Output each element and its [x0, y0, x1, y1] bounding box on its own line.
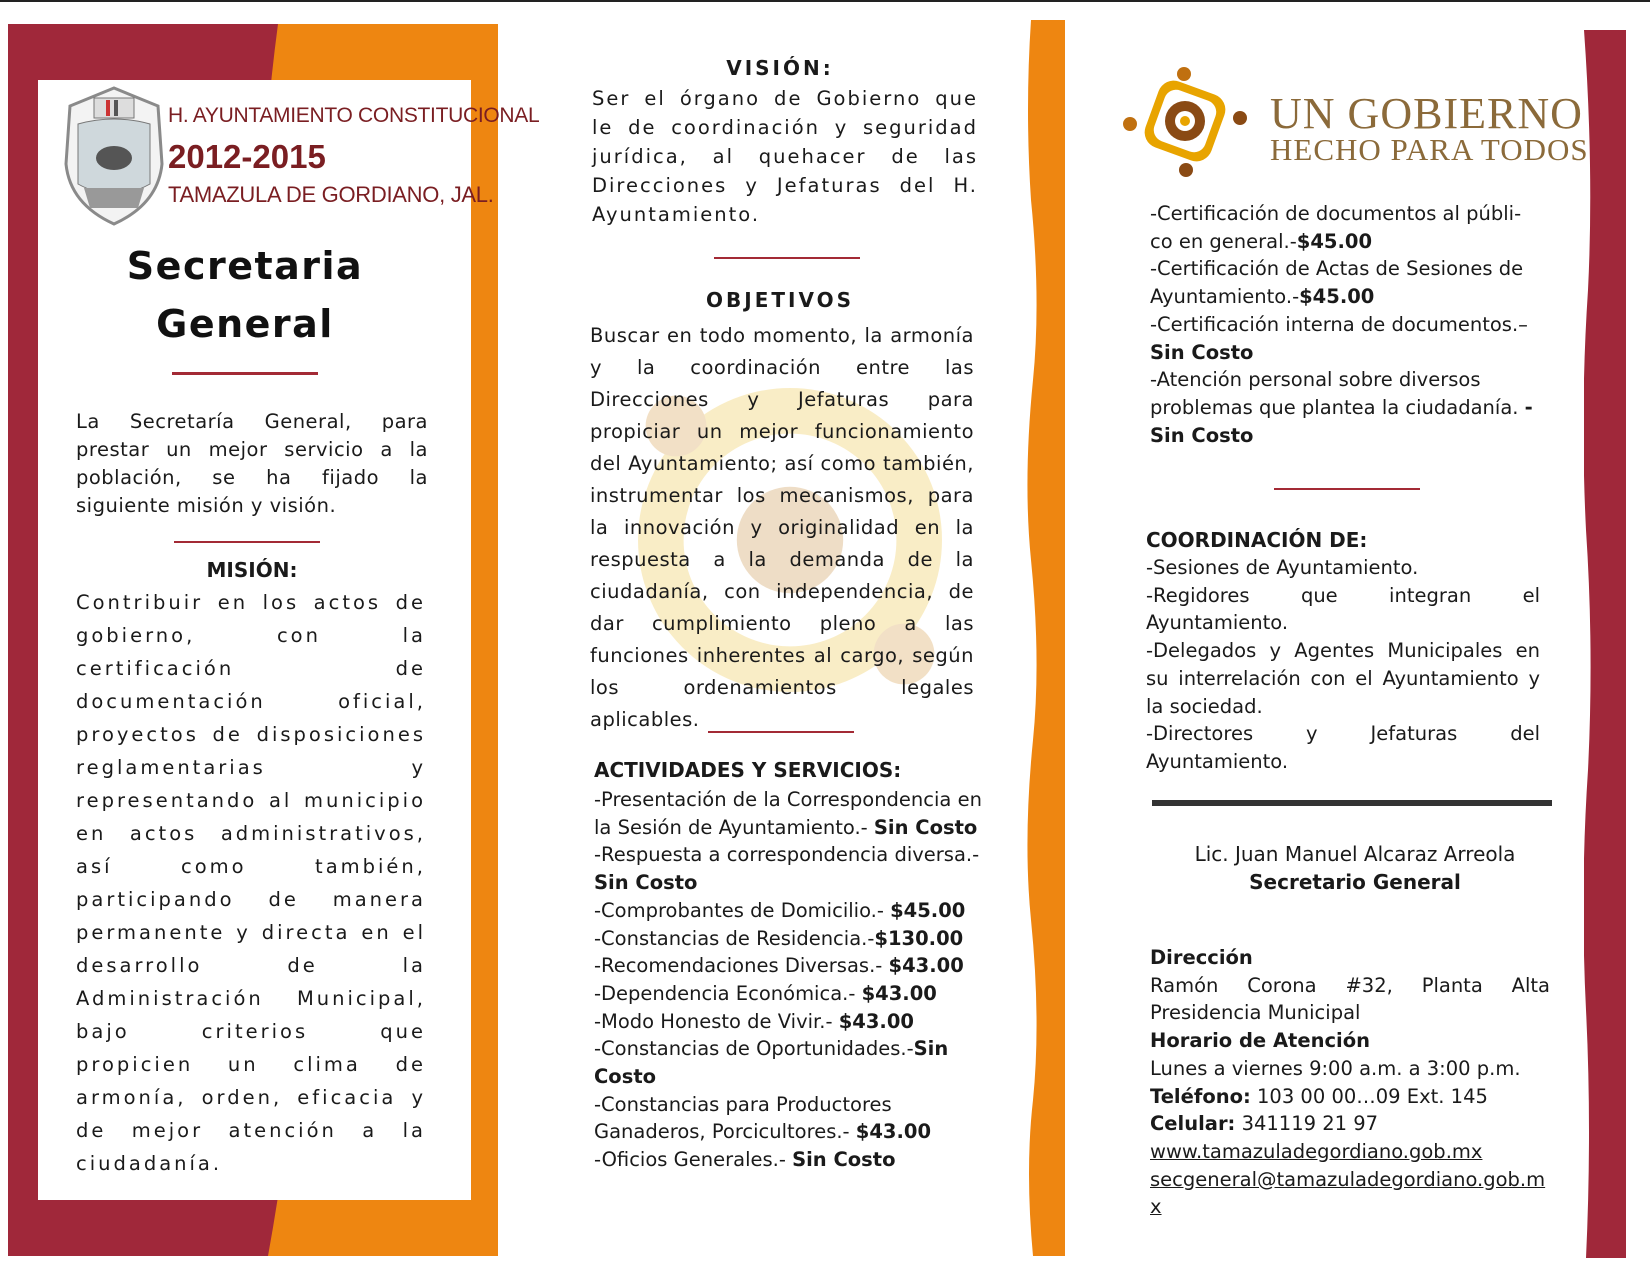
- mision-heading: MISIÓN:: [206, 558, 298, 582]
- actividad-item: [594, 925, 984, 953]
- actividad-item: [594, 1146, 984, 1174]
- middle-orange-wave: [1027, 20, 1065, 1256]
- celular-row: [1150, 1110, 1550, 1138]
- direccion-label: [1150, 944, 1550, 972]
- servicio-price: $45.00: [1299, 285, 1375, 309]
- actividad-price: Sin Costo: [792, 1148, 896, 1172]
- servicio-price: $45.00: [1296, 229, 1373, 253]
- mision-text: Contribuir en los actos de gobierno, con la certificación de documentación oficial, proyectos de disposiciones reglamentarias y representando al municipio en actos administrativos, así como también, participando de manera permanente y directa en el desarrollo de la Administración Municipal, bajo criterios que propicien un clima de armonía, orden, eficacia y de mejor atención a la ciudadanía.: [76, 591, 426, 1175]
- brand-logo-icon: [1120, 66, 1250, 178]
- right-maroon-wave: [1584, 30, 1626, 1258]
- servicio-text: -Certificación de Actas de Sesiones de Ayuntamiento.-: [1150, 257, 1524, 309]
- brand-slogan-line2: HECHO PARA TODOS: [1270, 132, 1589, 167]
- actividad-text: -Constancias para Productores Ganaderos, Porcicultores.-: [594, 1092, 892, 1144]
- website-link[interactable]: www.tamazuladegordiano.gob.mx: [1150, 1139, 1483, 1163]
- actividad-price: Sin Costo: [873, 815, 978, 839]
- servicios-divider: [1274, 488, 1420, 490]
- actividades-list: [594, 786, 984, 1174]
- servicio-text: -Atención personal sobre diversos problemas que plantea la ciudadanía.: [1150, 368, 1525, 419]
- objetivos-divider: [708, 731, 854, 733]
- ayuntamiento-title: H. AYUNTAMIENTO CONSTITUCIONAL: [168, 104, 540, 127]
- servicio-price: - Sin Costo: [1150, 395, 1533, 447]
- website-row: [1150, 1138, 1550, 1166]
- brand-slogan-line1: UN GOBIERNO: [1270, 89, 1583, 138]
- email-link[interactable]: secgeneral@tamazuladegordiano.gob.mx: [1150, 1167, 1546, 1219]
- panel-title-line2: General: [156, 302, 334, 346]
- actividad-item: [594, 1035, 984, 1090]
- actividad-item: [594, 786, 984, 841]
- actividad-item: [594, 952, 984, 980]
- actividad-price: $43.00: [888, 954, 964, 978]
- actividad-item: [594, 1091, 984, 1146]
- coordinacion-item: -Sesiones de Ayuntamiento.: [1146, 556, 1419, 579]
- contact-block: [1150, 944, 1550, 1221]
- servicio-text: -Certificación interna de documentos.–: [1150, 312, 1528, 336]
- intro-divider: [174, 541, 320, 543]
- actividad-price: Sin Costo: [594, 1037, 949, 1089]
- direccion-value: Ramón Corona #32, Planta Alta Presidencia Municipal: [1150, 973, 1550, 1025]
- actividades-heading: ACTIVIDADES Y SERVICIOS:: [594, 758, 902, 782]
- coordinacion-item: -Delegados y Agentes Municipales en su interrelación con el Ayuntamiento y la sociedad.: [1146, 639, 1540, 718]
- actividad-text: -Constancias de Residencia.-: [594, 926, 875, 950]
- actividad-text: -Presentación de la Correspondencia en la Sesión de Ayuntamiento.-: [594, 788, 982, 839]
- servicio-price: Sin Costo: [1150, 340, 1254, 364]
- telefono-label: Teléfono:: [1150, 1084, 1251, 1108]
- actividad-price: $43.00: [861, 981, 937, 1005]
- actividad-text: -Constancias de Oportunidades.-: [594, 1037, 914, 1061]
- vision-text: Ser el órgano de Gobierno que le de coordinación y seguridad jurídica, al quehacer de las Direcciones y Jefaturas del H. Ayuntamiento.: [592, 87, 978, 226]
- actividad-text: -Respuesta a correspondencia diversa.-: [594, 843, 980, 867]
- actividad-price: Sin Costo: [594, 871, 698, 895]
- actividad-text: -Dependencia Económica.-: [594, 981, 862, 1005]
- coordinacion-list: [1146, 554, 1540, 776]
- actividad-text: -Oficios Generales.-: [594, 1148, 793, 1172]
- municipality-name: TAMAZULA DE GORDIANO, JAL.: [168, 182, 494, 207]
- panel-title-line1: Secretaria: [126, 244, 364, 288]
- actividad-item: [594, 1008, 984, 1036]
- title-divider: [172, 372, 318, 375]
- top-border-line: [0, 0, 1650, 2]
- official-name: Lic. Juan Manuel Alcaraz Arreola: [1194, 842, 1516, 866]
- servicio-text: -Certificación de documentos al públi-co en general.-: [1150, 202, 1522, 253]
- telefono-value: 103 00 00…09 Ext. 145: [1250, 1084, 1488, 1108]
- actividad-text: -Comprobantes de Domicilio.-: [594, 898, 891, 922]
- official-role: Secretario General: [1249, 870, 1461, 894]
- vision-heading: VISIÓN:: [726, 56, 834, 80]
- actividad-text: -Recomendaciones Diversas.-: [594, 954, 889, 978]
- actividad-price: $43.00: [838, 1009, 914, 1033]
- horario-label: [1150, 1027, 1550, 1055]
- horario-label-text: Horario de Atención: [1150, 1029, 1370, 1053]
- actividad-price: $130.00: [874, 926, 964, 950]
- telefono-row: [1150, 1083, 1550, 1111]
- signature-divider: [1152, 800, 1552, 806]
- servicios-list: [1150, 200, 1540, 449]
- objetivos-text: Buscar en todo momento, la armonía y la coordinación entre las Direcciones y Jefaturas para propiciar un mejor funcionamiento del Ayuntamiento; así como también, instrumentar los mecanismos, para la innovación y originalidad en la respuesta a la demanda de la ciudadanía, con independencia, de dar cumplimiento pleno a las funciones inherentes al cargo, según los ordenamientos legales aplicables.: [590, 324, 974, 731]
- objetivos-heading: OBJETIVOS: [706, 288, 854, 312]
- intro-paragraph: La Secretaría General, para prestar un mejor servicio a la población, se ha fijado la siguiente misión y visión.: [76, 410, 428, 517]
- actividad-item: [594, 980, 984, 1008]
- servicio-item: [1150, 311, 1540, 366]
- administration-years: 2012-2015: [168, 138, 326, 175]
- servicio-item: [1150, 200, 1540, 255]
- direccion-label-text: Dirección: [1150, 946, 1253, 969]
- coordinacion-item: -Regidores que integran el Ayuntamiento.: [1146, 583, 1540, 635]
- actividad-item: [594, 897, 984, 925]
- actividad-text: -Modo Honesto de Vivir.-: [594, 1009, 839, 1033]
- vision-divider: [714, 257, 860, 259]
- celular-value: 341119 21 97: [1235, 1112, 1379, 1136]
- actividad-price: $45.00: [890, 898, 966, 922]
- actividad-price: $43.00: [855, 1120, 932, 1144]
- celular-label: Celular:: [1150, 1112, 1236, 1136]
- servicio-item: [1150, 255, 1540, 310]
- coordinacion-heading: COORDINACIÓN DE:: [1146, 528, 1368, 552]
- servicio-item: [1150, 366, 1540, 449]
- horario-value: Lunes a viernes 9:00 a.m. a 3:00 p.m.: [1150, 1056, 1521, 1080]
- email-row: [1150, 1166, 1550, 1221]
- actividad-item: [594, 841, 984, 896]
- coordinacion-item: -Directores y Jefaturas del Ayuntamiento.: [1146, 722, 1540, 773]
- municipal-seal-logo: [58, 84, 170, 228]
